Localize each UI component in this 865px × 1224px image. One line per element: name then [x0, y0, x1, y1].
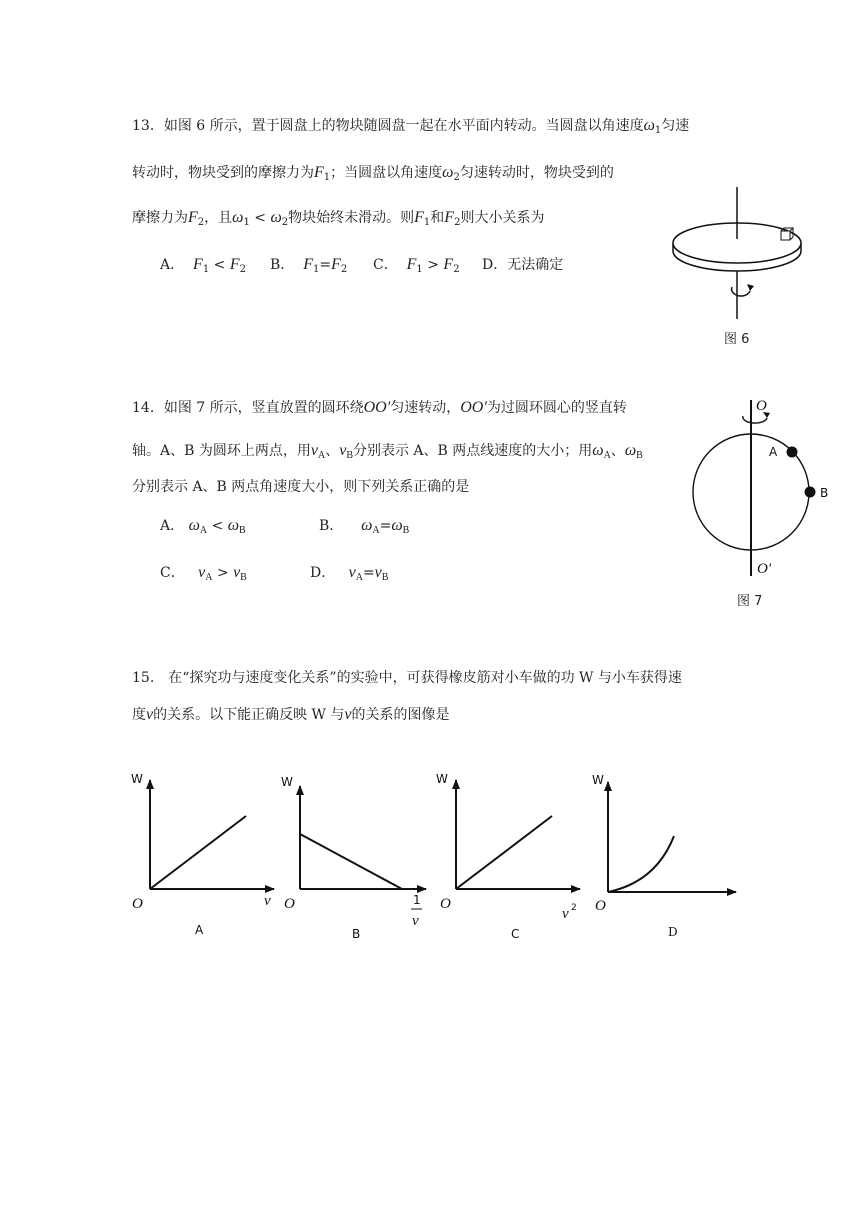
- y-label: W: [592, 773, 604, 787]
- figure-7-ring: [685, 392, 835, 582]
- omega-B: ω: [391, 517, 403, 534]
- x-label: v: [562, 906, 569, 922]
- sub: B: [346, 450, 353, 461]
- sub: B: [239, 525, 246, 536]
- y-label: W: [281, 775, 293, 789]
- q13-text: 和: [430, 210, 445, 226]
- q14-line-1: [132, 398, 627, 418]
- option-label: B．: [270, 257, 295, 273]
- x-label-numerator: 1: [413, 893, 421, 907]
- label-O-top: O: [756, 398, 767, 414]
- sub: B: [402, 525, 410, 536]
- y-label: W: [131, 772, 143, 786]
- x-label-denominator: v: [412, 913, 419, 929]
- q13-text: ，且: [204, 210, 233, 226]
- rotation-arrow-icon: [732, 287, 750, 296]
- velocity-vB: v: [233, 564, 241, 581]
- graph-a: [128, 768, 278, 938]
- q13-text: 则大小关系为: [460, 210, 545, 226]
- omega-B: ω: [227, 517, 240, 534]
- label-A: A: [769, 445, 778, 459]
- option-label: A．: [160, 257, 185, 273]
- q14-text: 匀速转动，: [390, 400, 461, 416]
- omega-1-sub: 1: [654, 125, 662, 136]
- graph-caption: A: [195, 923, 204, 937]
- graph-line: [150, 816, 246, 889]
- graph-b: [280, 768, 430, 941]
- equals: =: [362, 565, 375, 581]
- greater-than: >: [216, 565, 229, 581]
- force-F2-sub: 2: [197, 217, 205, 228]
- omega-1-sub: 1: [243, 217, 250, 228]
- less-than: <: [211, 518, 224, 534]
- arrowhead-icon: [747, 284, 754, 291]
- q13-option-b: [270, 255, 347, 280]
- q13-text: ；当圆盘以角速度: [330, 165, 443, 181]
- velocity-vB: v: [374, 564, 382, 581]
- origin-label: O: [284, 896, 295, 912]
- omega-1: ω: [643, 117, 655, 134]
- y-label: W: [436, 772, 448, 786]
- rotation-arrow-icon: [743, 416, 767, 423]
- force-F1: F: [193, 256, 203, 273]
- point-B: [805, 487, 816, 498]
- force-F2: F: [188, 209, 198, 226]
- less-than: <: [213, 257, 226, 273]
- force-F2-sub: 2: [454, 217, 461, 228]
- force-F1: F: [414, 209, 424, 226]
- velocity-vB: v: [339, 442, 347, 459]
- velocity-vA: v: [310, 442, 318, 459]
- sub: 1: [312, 264, 320, 275]
- sub: A: [603, 450, 611, 461]
- sub: B: [381, 572, 389, 583]
- q15-text: 的关系。以下能正确反映 W 与: [153, 707, 345, 723]
- x-label-superscript: 2: [571, 903, 577, 913]
- axis-OO: OO′: [363, 399, 391, 416]
- force-F1-sub: 1: [423, 217, 431, 228]
- sub: 2: [340, 264, 348, 275]
- sub: A: [355, 572, 363, 583]
- q15-text: 度: [132, 707, 146, 723]
- force-F1: F: [314, 164, 324, 181]
- q13-text: 13．如图 6 所示，置于圆盘上的物块随圆盘一起在水平面内转动。当圆盘以角速度: [132, 118, 644, 134]
- label-B: B: [820, 486, 829, 500]
- graph-curve: [608, 836, 674, 892]
- q13-line-2: [132, 163, 614, 188]
- omega-A: ω: [361, 517, 373, 534]
- sub: 1: [202, 264, 210, 275]
- velocity-v: v: [344, 706, 352, 723]
- sub: 2: [453, 264, 460, 275]
- omega-A: ω: [592, 442, 604, 459]
- q15-line-2: [132, 705, 450, 725]
- q13-line-3: [132, 208, 544, 233]
- force-F2: F: [229, 256, 240, 273]
- q14-option-b: [319, 516, 409, 541]
- option-label: D．: [310, 565, 336, 581]
- force-F1-sub: 1: [323, 172, 331, 183]
- graph-caption: B: [352, 927, 361, 941]
- omega-1: ω: [232, 209, 244, 226]
- point-A: [787, 447, 798, 458]
- graph-c: [434, 768, 584, 941]
- sub: A: [199, 525, 208, 536]
- sub: B: [636, 450, 643, 461]
- graph-d: [590, 768, 740, 938]
- q14-option-a: [160, 516, 246, 541]
- q13-text: 摩擦力为: [132, 210, 188, 226]
- q13-option-c: [373, 255, 460, 280]
- q14-option-d: [310, 563, 388, 588]
- graph-line: [456, 816, 552, 889]
- option-label: C．: [373, 257, 398, 273]
- velocity-vA: v: [198, 564, 206, 581]
- figure-7-caption: 图 7: [737, 594, 763, 609]
- graph-caption: C: [511, 927, 520, 941]
- velocity-vA: v: [348, 564, 356, 581]
- origin-label: O: [595, 898, 606, 914]
- omega-2-sub: 2: [453, 172, 460, 183]
- q15-line-1: 15. 在“探究功与速度变化关系”的实验中，可获得橡皮筋对小车做的功 W 与小车获得速: [132, 670, 682, 686]
- omega-B: ω: [624, 442, 637, 459]
- q13-line-1: [132, 116, 689, 141]
- sub: A: [317, 450, 326, 461]
- sub: A: [372, 525, 380, 536]
- force-F1: F: [303, 256, 313, 273]
- option-label: A．: [160, 518, 185, 534]
- sub: B: [240, 572, 247, 583]
- x-label: v: [264, 893, 271, 909]
- q13-option-a: [160, 255, 246, 280]
- figure-6-caption: 图 6: [724, 332, 750, 347]
- omega-2: ω: [270, 209, 282, 226]
- q14-text: 轴。A、B 为圆环上两点，用: [132, 443, 311, 459]
- q14-line-3: 分别表示 A、B 两点角速度大小，则下列关系正确的是: [132, 479, 470, 495]
- q14-text: 分别表示 A、B 两点线速度的大小；用: [352, 443, 593, 459]
- greater-than: >: [427, 257, 439, 273]
- q13-text: 匀速: [661, 118, 690, 134]
- equals: =: [379, 518, 392, 534]
- force-F2: F: [331, 256, 341, 273]
- less-than: <: [254, 210, 267, 226]
- graph-line: [300, 834, 402, 889]
- q14-text: 为过圆环圆心的竖直转: [486, 400, 627, 416]
- omega-A: ω: [188, 517, 200, 534]
- q14-text: 14．如图 7 所示，竖直放置的圆环绕: [132, 400, 364, 416]
- comma: 、: [610, 443, 625, 459]
- force-F1: F: [406, 256, 417, 273]
- q13-text: 转动时，物块受到的摩擦力为: [132, 165, 314, 181]
- comma: 、: [325, 443, 340, 459]
- q13-option-d: D．无法确定: [482, 257, 564, 273]
- q13-text: 匀速转动时，物块受到的: [459, 165, 614, 181]
- origin-label: O: [440, 896, 451, 912]
- q15-text: 的关系的图像是: [351, 707, 450, 723]
- option-label: C．: [160, 565, 185, 581]
- velocity-v: v: [146, 706, 154, 723]
- sub: A: [205, 572, 213, 583]
- q14-line-2: [132, 441, 643, 466]
- force-F2: F: [444, 209, 455, 226]
- omega-2: ω: [442, 164, 454, 181]
- axis-OO: OO′: [460, 399, 487, 416]
- q13-text: 物块始终未滑动。则: [288, 210, 415, 226]
- origin-label: O: [132, 896, 143, 912]
- sub: 2: [239, 264, 246, 275]
- omega-2-sub: 2: [281, 217, 289, 228]
- graph-caption: D: [668, 925, 678, 939]
- option-label: B．: [319, 518, 344, 534]
- label-O-bottom: O′: [757, 561, 772, 577]
- force-F2: F: [443, 256, 454, 273]
- q14-option-c: [160, 563, 247, 588]
- figure-6-disk: [670, 185, 810, 325]
- equals: =: [319, 257, 332, 273]
- sub: 1: [416, 264, 423, 275]
